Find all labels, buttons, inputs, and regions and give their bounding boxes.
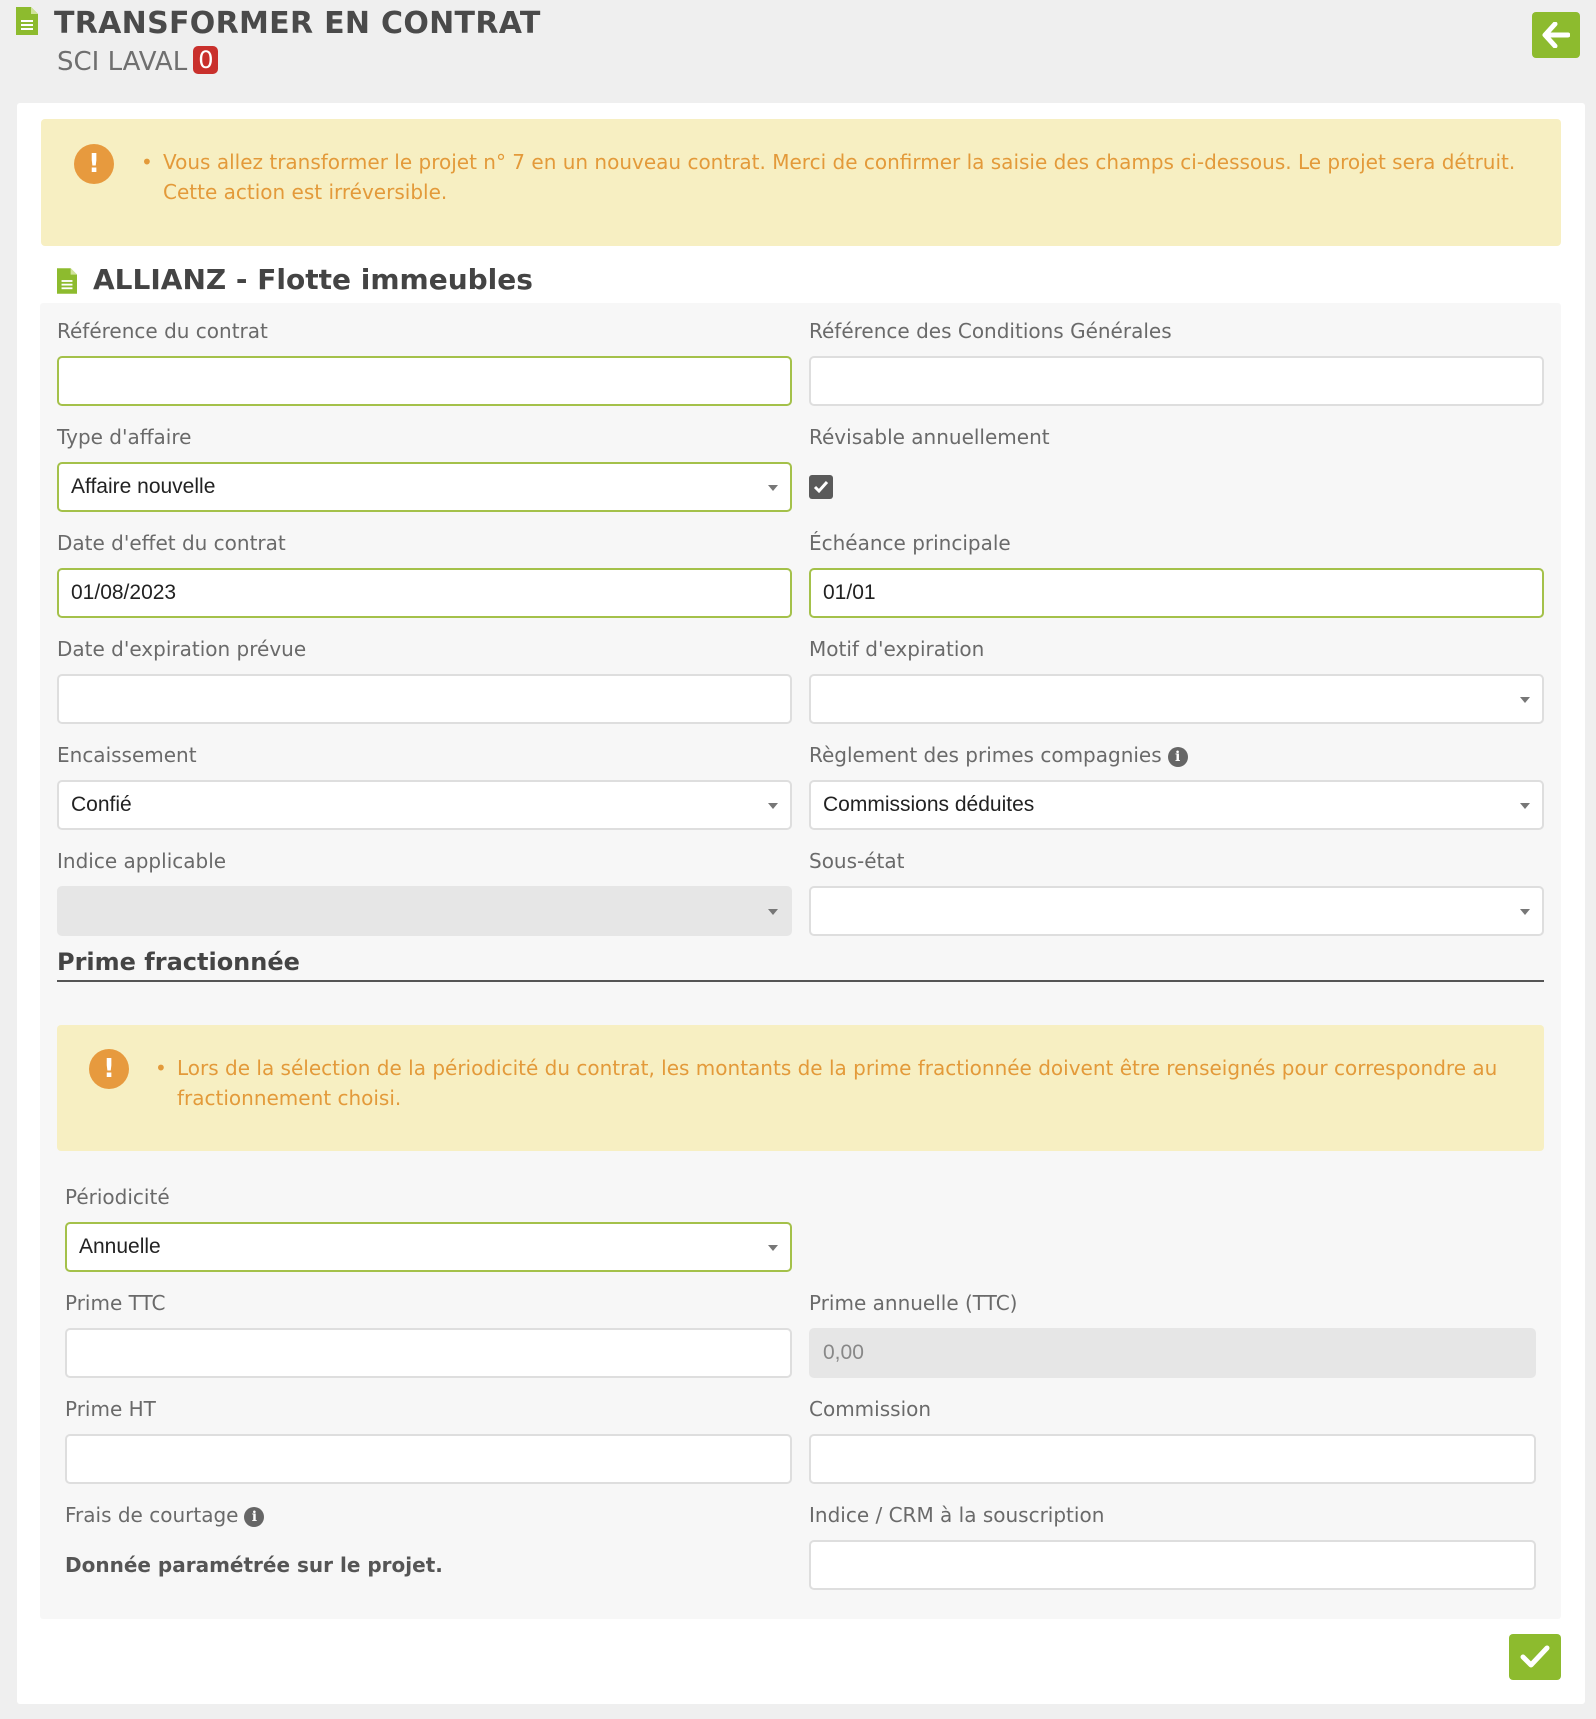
arrow-left-icon xyxy=(1542,22,1570,48)
check-icon xyxy=(1520,1645,1550,1669)
prime-ttc-label: Prime TTC xyxy=(65,1291,166,1315)
prime-warning-alert xyxy=(57,1025,1544,1151)
prime-ht-label: Prime HT xyxy=(65,1397,156,1421)
page-header xyxy=(16,4,1580,84)
info-icon[interactable]: i xyxy=(1168,747,1188,767)
periodicite-select[interactable]: Annuelle xyxy=(65,1222,792,1272)
sous-etat-select[interactable] xyxy=(809,886,1544,936)
ref-contrat-input[interactable] xyxy=(57,356,792,406)
page-title: TRANSFORMER EN CONTRAT xyxy=(54,6,541,41)
warning-alert xyxy=(41,119,1561,246)
motif-expiration-select[interactable] xyxy=(809,674,1544,724)
warning-message: • Vous allez transformer le projet n° 7 en un nouveau contrat. Merci de confirmer la saisie des champs ci-dessous. Le projet sera détruit. Cette action est irréversible. xyxy=(141,147,1523,207)
page-subtitle xyxy=(57,46,218,77)
motif-expiration-label: Motif d'expiration xyxy=(809,637,985,661)
reglement-label-group xyxy=(809,743,1188,767)
exclamation-icon: ! xyxy=(89,1049,129,1089)
date-expiration-label: Date d'expiration prévue xyxy=(57,637,307,661)
periodicite-label: Périodicité xyxy=(65,1185,170,1209)
encaissement-select[interactable]: Confié xyxy=(57,780,792,830)
date-effet-label: Date d'effet du contrat xyxy=(57,531,286,555)
prime-section-title: Prime fractionnée xyxy=(57,948,1544,982)
exclamation-icon: ! xyxy=(74,144,114,184)
date-effet-input[interactable]: 01/08/2023 xyxy=(57,568,792,618)
type-affaire-label: Type d'affaire xyxy=(57,425,192,449)
section-title-text: ALLIANZ - Flotte immeubles xyxy=(93,263,533,296)
commission-input[interactable] xyxy=(809,1434,1536,1484)
count-badge: 0 xyxy=(193,46,218,74)
prime-annuelle-input: 0,00 xyxy=(809,1328,1536,1378)
revisable-checkbox[interactable] xyxy=(809,475,833,499)
frais-courtage-text: Donnée paramétrée sur le projet. xyxy=(65,1553,443,1577)
back-button[interactable] xyxy=(1532,12,1580,58)
ref-cg-input[interactable] xyxy=(809,356,1544,406)
reglement-label: Règlement des primes compagnies xyxy=(809,743,1162,767)
document-icon xyxy=(57,268,77,294)
echeance-input[interactable]: 01/01 xyxy=(809,568,1544,618)
prime-ht-input[interactable] xyxy=(65,1434,792,1484)
indice-select xyxy=(57,886,792,936)
prime-ttc-input[interactable] xyxy=(65,1328,792,1378)
echeance-label: Échéance principale xyxy=(809,531,1011,555)
prime-annuelle-label: Prime annuelle (TTC) xyxy=(809,1291,1018,1315)
indice-label: Indice applicable xyxy=(57,849,227,873)
main-card xyxy=(17,103,1585,1704)
date-expiration-input[interactable] xyxy=(57,674,792,724)
prime-warning-message: • Lors de la sélection de la périodicité du contrat, les montants de la prime fractionnée doivent être renseignés pour correspondre au fractionnement choisi. xyxy=(155,1053,1507,1113)
frais-courtage-label: Frais de courtage xyxy=(65,1503,239,1527)
commission-label: Commission xyxy=(809,1397,932,1421)
indice-crm-input[interactable] xyxy=(809,1540,1536,1590)
revisable-label: Révisable annuellement xyxy=(809,425,1050,449)
check-icon xyxy=(813,480,829,494)
ref-contrat-label: Référence du contrat xyxy=(57,319,268,343)
contract-form xyxy=(40,303,1561,1619)
sous-etat-label: Sous-état xyxy=(809,849,905,873)
indice-crm-label: Indice / CRM à la souscription xyxy=(809,1503,1105,1527)
document-icon xyxy=(16,7,38,35)
info-icon[interactable]: i xyxy=(244,1507,264,1527)
client-name: SCI LAVAL xyxy=(57,47,188,77)
reglement-select[interactable]: Commissions déduites xyxy=(809,780,1544,830)
frais-courtage-label-group xyxy=(65,1503,264,1527)
type-affaire-select[interactable]: Affaire nouvelle xyxy=(57,462,792,512)
ref-cg-label: Référence des Conditions Générales xyxy=(809,319,1172,343)
confirm-button[interactable] xyxy=(1509,1634,1561,1680)
encaissement-label: Encaissement xyxy=(57,743,197,767)
